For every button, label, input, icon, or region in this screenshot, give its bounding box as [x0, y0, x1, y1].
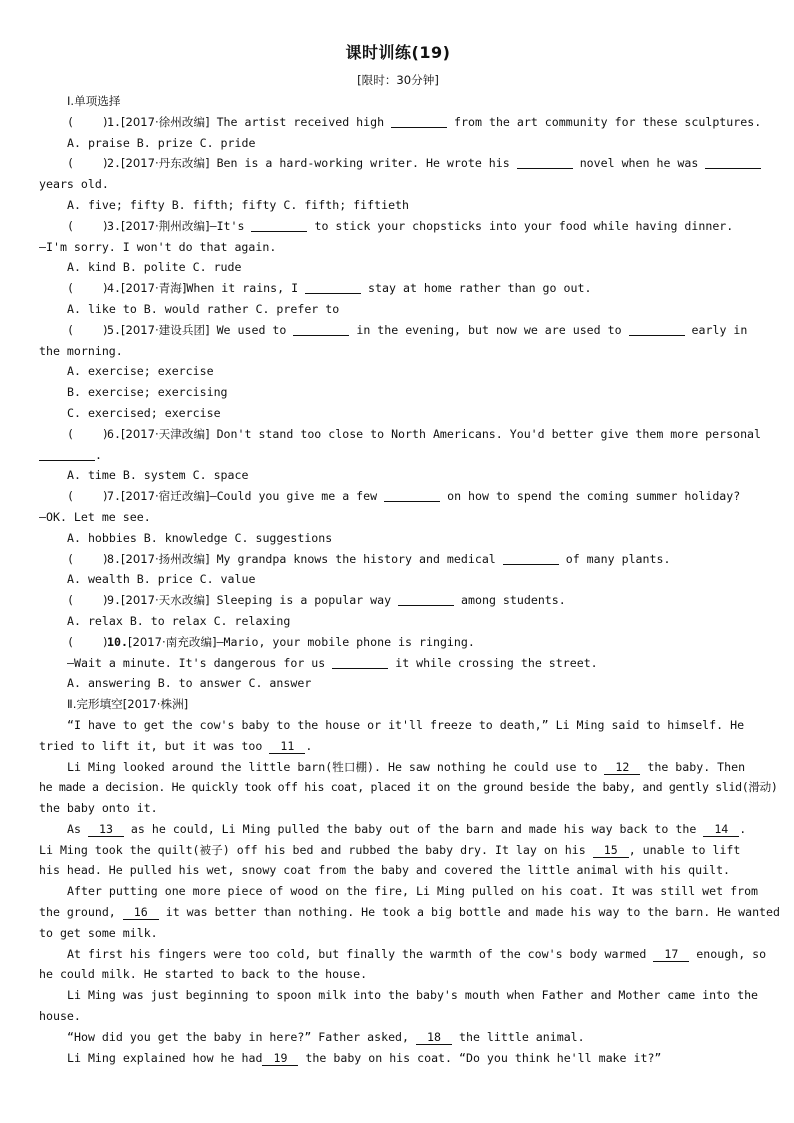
- cloze-blank-12: 12: [604, 761, 640, 775]
- passage-line: As 13 as he could, Li Ming pulled the baby out of the barn and made his way back to the 14 .: [67, 821, 747, 836]
- question-5-option-c: C. exercised; exercise: [67, 405, 221, 420]
- answer-blank: [251, 219, 307, 232]
- passage-line: Li Ming took the quilt(被子) off his bed and rubbed the baby dry. It lay on his 15 , unable to lift: [39, 842, 741, 857]
- passage-line: the ground, 16 it was better than nothing. He took a big bottle and made his way to the barn. He wanted: [39, 905, 780, 920]
- page-title: 课时训练(19): [345, 43, 451, 62]
- answer-blank: [39, 448, 95, 461]
- cloze-blank-19: 19: [262, 1052, 298, 1066]
- question-5: ( )5.[2017·建设兵团] We used to in the evening, but now we are used to early in: [67, 322, 748, 337]
- passage-line: his head. He pulled his wet, snowy coat from the baby and covered the little animal with his quilt.: [39, 863, 731, 878]
- cloze-blank-17: 17: [653, 948, 689, 962]
- question-2-cont: years old.: [39, 177, 109, 192]
- time-limit: [限时：30分钟]: [357, 73, 439, 87]
- question-5-option-a: A. exercise; exercise: [67, 364, 214, 379]
- question-7-cont: —OK. Let me see.: [39, 509, 151, 524]
- cloze-blank-13: 13: [88, 823, 124, 837]
- question-9-options: A. relax B. to relax C. relaxing: [67, 613, 291, 628]
- question-3: ( )3.[2017·荆州改编]—It's to stick your chopsticks into your food while having dinner.: [67, 218, 734, 233]
- cloze-blank-18: 18: [416, 1031, 452, 1045]
- cloze-blank-11: 11: [269, 740, 305, 754]
- question-1-options: A. praise B. prize C. pride: [67, 135, 256, 150]
- passage-line: “How did you get the baby in here?” Father asked, 18 the little animal.: [67, 1029, 585, 1044]
- cloze-blank-14: 14: [703, 823, 739, 837]
- answer-blank: [391, 115, 447, 128]
- passage-line: the baby onto it.: [39, 801, 158, 816]
- passage-line: Li Ming explained how he had 19 the baby on his coat. “Do you think he'll make it?”: [67, 1050, 662, 1065]
- answer-blank: [384, 489, 440, 502]
- question-4-options: A. like to B. would rather C. prefer to: [67, 301, 340, 316]
- section-heading: Ⅱ.完形填空[2017·株洲]: [67, 697, 189, 712]
- question-10-options: A. answering B. to answer C. answer: [67, 676, 312, 691]
- passage-line: to get some milk.: [39, 925, 158, 940]
- question-9: ( )9.[2017·天水改编] Sleeping is a popular way among students.: [67, 593, 566, 608]
- worksheet-body: [39, 91, 780, 1068]
- question-4: ( )4.[2017·青海]When it rains, I stay at home rather than go out.: [67, 281, 592, 296]
- question-5-option-b: B. exercise; exercising: [67, 385, 228, 400]
- question-10-cont: —Wait a minute. It's dangerous for us it while crossing the street.: [67, 655, 598, 670]
- passage-line: At first his fingers were too cold, but finally the warmth of the cow's body warmed 17 enough, so: [67, 946, 767, 961]
- question-5-cont: the morning.: [39, 343, 123, 358]
- passage-line: Li Ming looked around the little barn(牲口棚). He saw nothing he could use to 12 the baby. Then: [67, 759, 746, 774]
- passage-line: Li Ming was just beginning to spoon milk into the baby's mouth when Father and Mother came into the: [67, 988, 759, 1003]
- section-heading: Ⅰ.单项选择: [67, 94, 121, 108]
- question-3-cont: —I'm sorry. I won't do that again.: [39, 239, 277, 254]
- question-3-options: A. kind B. polite C. rude: [67, 260, 242, 275]
- passage-line: tried to lift it, but it was too 11 .: [39, 738, 313, 753]
- cloze-blank-15: 15: [593, 844, 629, 858]
- question-7-options: A. hobbies B. knowledge C. suggestions: [67, 530, 333, 545]
- question-10: ( )10.[2017·南充改编]—Mario, your mobile phone is ringing.: [67, 634, 475, 649]
- answer-blank: [629, 323, 685, 336]
- answer-blank: [705, 156, 761, 169]
- question-2: ( )2.[2017·丹东改编] Ben is a hard-working writer. He wrote his novel when he was: [39, 153, 757, 174]
- answer-blank: [293, 323, 349, 336]
- answer-blank: [305, 281, 361, 294]
- question-6-cont: .: [39, 445, 757, 466]
- passage-line: “I have to get the cow's baby to the house or it'll freeze to death,” Li Ming said to himself. He: [67, 717, 745, 732]
- question-2-options: A. five; fifty B. fifth; fifty C. fifth; fiftieth: [67, 197, 410, 212]
- question-6-options: A. time B. system C. space: [67, 468, 249, 483]
- cloze-blank-16: 16: [123, 906, 159, 920]
- passage-line: he made a decision. He quickly took off his coat, placed it on the ground beside the baby, and gently slid(滑动): [39, 780, 778, 795]
- question-7: ( )7.[2017·宿迁改编]—Could you give me a few on how to spend the coming summer holiday?: [67, 489, 741, 504]
- question-1: ( )1.[2017·徐州改编] The artist received high from the art community for these sculptures.: [39, 112, 757, 133]
- passage-line: he could milk. He started to back to the house.: [39, 967, 368, 982]
- question-6: ( )6.[2017·天津改编] Don't stand too close to North Americans. You'd better give them more personal: [67, 426, 762, 441]
- answer-paren: ( ): [67, 114, 109, 129]
- passage-line: After putting one more piece of wood on the fire, Li Ming pulled on his coat. It was still wet from: [67, 884, 759, 899]
- answer-blank: [503, 552, 559, 565]
- question-8-options: A. wealth B. price C. value: [67, 572, 256, 587]
- passage-line: house.: [39, 1009, 81, 1024]
- answer-blank: [332, 656, 388, 669]
- answer-blank: [398, 593, 454, 606]
- question-8: ( )8.[2017·扬州改编] My grandpa knows the history and medical of many plants.: [67, 551, 671, 566]
- answer-blank: [517, 156, 573, 169]
